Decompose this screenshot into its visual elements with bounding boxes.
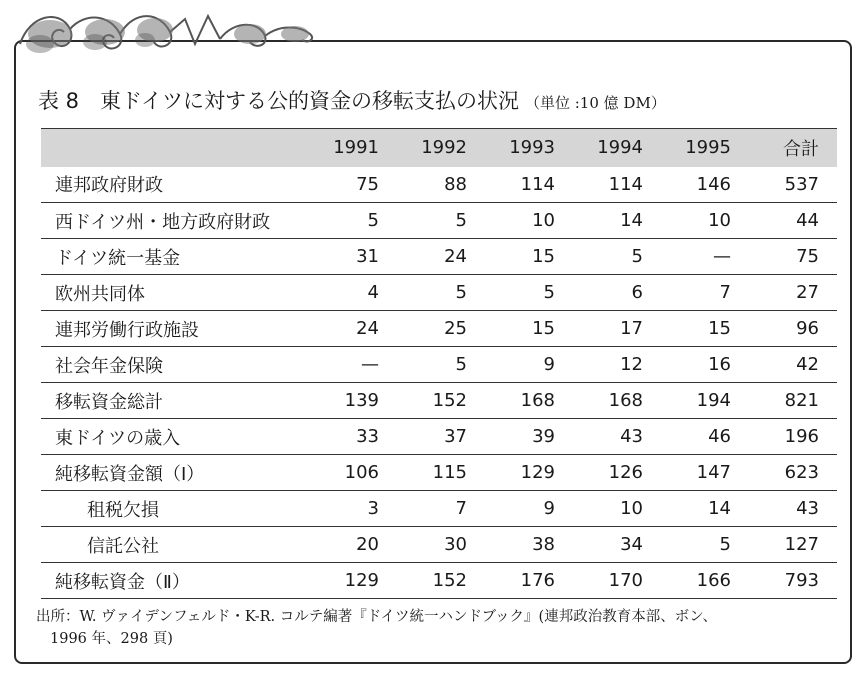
table-row bbox=[41, 167, 837, 203]
row-label: 東ドイツの歳入 bbox=[55, 427, 181, 449]
table-row bbox=[41, 383, 837, 419]
table-cell: 9 bbox=[543, 354, 555, 375]
table-cell: 15 bbox=[532, 318, 555, 339]
table-cell: 39 bbox=[532, 426, 555, 447]
table-cell: 5 bbox=[631, 246, 643, 267]
table-row bbox=[41, 491, 837, 527]
table-cell: 10 bbox=[708, 210, 731, 231]
table-cell: 7 bbox=[455, 498, 467, 519]
table-cell: 537 bbox=[784, 173, 819, 195]
table-cell: 106 bbox=[344, 462, 379, 483]
table-cell: 152 bbox=[432, 390, 467, 411]
table-cell: 821 bbox=[784, 390, 819, 411]
table-cell: 115 bbox=[432, 462, 467, 483]
table-cell: 3 bbox=[367, 498, 379, 519]
row-label: 純移転資金額（Ⅰ） bbox=[55, 463, 205, 485]
row-label: 信託公社 bbox=[87, 535, 159, 557]
table-cell: 5 bbox=[455, 354, 467, 375]
table-cell: 25 bbox=[444, 318, 467, 339]
table-header-row bbox=[41, 129, 837, 167]
table-cell: — bbox=[713, 246, 731, 267]
table-cell: 127 bbox=[784, 534, 819, 555]
table-cell: 5 bbox=[719, 534, 731, 555]
row-label: 連邦政府財政 bbox=[55, 175, 163, 197]
row-label: 欧州共同体 bbox=[55, 283, 145, 305]
table-row bbox=[41, 455, 837, 491]
row-label: 移転資金総計 bbox=[55, 391, 163, 413]
table-cell: 38 bbox=[532, 534, 555, 555]
table-cell: 4 bbox=[367, 282, 379, 303]
table-cell: 168 bbox=[608, 390, 643, 411]
table-row bbox=[41, 563, 837, 599]
table-cell: 12 bbox=[620, 354, 643, 375]
table-cell: 15 bbox=[532, 246, 555, 267]
table-cell: — bbox=[361, 354, 379, 375]
table-cell: 139 bbox=[344, 390, 379, 411]
header-cell-1992: 1992 bbox=[397, 129, 485, 167]
header-cell-total: 合計 bbox=[749, 129, 837, 167]
header-cell-1994: 1994 bbox=[573, 129, 661, 167]
table-cell: 129 bbox=[520, 462, 555, 483]
table-cell: 17 bbox=[620, 318, 643, 339]
source-note bbox=[36, 606, 846, 650]
table-row bbox=[41, 275, 837, 311]
header-cell-1993: 1993 bbox=[485, 129, 573, 167]
table-cell: 129 bbox=[344, 570, 379, 591]
title-unit: （単位 :10 億 DM） bbox=[524, 94, 666, 112]
table-row bbox=[41, 239, 837, 275]
row-label: 社会年金保険 bbox=[55, 355, 163, 377]
table-cell: 5 bbox=[455, 282, 467, 303]
source-line-1: 出所：W. ヴァイデンフェルド・K-R. コルテ編著『ドイツ統一ハンドブック』(連邦政治教育本部、ボン、 bbox=[36, 609, 718, 625]
row-label: 西ドイツ州・地方政府財政 bbox=[55, 211, 271, 233]
table-cell: 43 bbox=[620, 426, 643, 447]
title-main: 表 8 東ドイツに対する公的資金の移転支払の状況 bbox=[38, 89, 519, 113]
table-cell: 42 bbox=[796, 354, 819, 375]
table-cell: 170 bbox=[608, 570, 643, 591]
table-cell: 33 bbox=[356, 426, 379, 447]
table-cell: 5 bbox=[367, 210, 379, 231]
table-cell: 15 bbox=[708, 318, 731, 339]
table-cell: 14 bbox=[708, 498, 731, 519]
table-row bbox=[41, 419, 837, 455]
table-cell: 152 bbox=[432, 570, 467, 591]
table-cell: 88 bbox=[444, 173, 467, 195]
row-label: 純移転資金（Ⅱ） bbox=[55, 571, 190, 593]
table-cell: 9 bbox=[543, 498, 555, 519]
table-cell: 96 bbox=[796, 318, 819, 339]
table-cell: 196 bbox=[784, 426, 819, 447]
row-label: ドイツ統一基金 bbox=[55, 247, 181, 269]
table-cell: 166 bbox=[696, 570, 731, 591]
table-cell: 24 bbox=[444, 246, 467, 267]
table-cell: 34 bbox=[620, 534, 643, 555]
table-cell: 14 bbox=[620, 210, 643, 231]
header-cell-1995: 1995 bbox=[661, 129, 749, 167]
table-cell: 6 bbox=[631, 282, 643, 303]
table-cell: 623 bbox=[784, 462, 819, 483]
table-cell: 5 bbox=[455, 210, 467, 231]
table-cell: 176 bbox=[520, 570, 555, 591]
table-cell: 44 bbox=[796, 210, 819, 231]
table-cell: 16 bbox=[708, 354, 731, 375]
table-cell: 7 bbox=[719, 282, 731, 303]
table-cell: 10 bbox=[532, 210, 555, 231]
table-cell: 31 bbox=[356, 246, 379, 267]
table-cell: 146 bbox=[696, 173, 731, 195]
table-cell: 75 bbox=[796, 246, 819, 267]
row-label: 租税欠損 bbox=[87, 499, 159, 521]
table-cell: 10 bbox=[620, 498, 643, 519]
row-label: 連邦労働行政施設 bbox=[55, 319, 199, 341]
table-row bbox=[41, 347, 837, 383]
transfer-payments-table bbox=[41, 128, 837, 599]
table-cell: 43 bbox=[796, 498, 819, 519]
table-row bbox=[41, 311, 837, 347]
table-cell: 24 bbox=[356, 318, 379, 339]
source-line-2: 1996 年、298 頁) bbox=[50, 631, 173, 647]
decorative-scroll-ornament bbox=[10, 4, 330, 66]
header-cell-1991: 1991 bbox=[309, 129, 397, 167]
table-cell: 194 bbox=[696, 390, 731, 411]
table-cell: 168 bbox=[520, 390, 555, 411]
table-cell: 46 bbox=[708, 426, 731, 447]
table-cell: 20 bbox=[356, 534, 379, 555]
table-cell: 147 bbox=[696, 462, 731, 483]
table-cell: 114 bbox=[608, 173, 643, 195]
table-cell: 75 bbox=[356, 173, 379, 195]
table-cell: 37 bbox=[444, 426, 467, 447]
table-cell: 126 bbox=[608, 462, 643, 483]
header-cell-label bbox=[41, 129, 309, 167]
table-row bbox=[41, 203, 837, 239]
table-cell: 27 bbox=[796, 282, 819, 303]
table-cell: 30 bbox=[444, 534, 467, 555]
table-row bbox=[41, 527, 837, 563]
table-cell: 5 bbox=[543, 282, 555, 303]
table-cell: 114 bbox=[520, 173, 555, 195]
table-title bbox=[38, 85, 666, 115]
table-cell: 793 bbox=[784, 570, 819, 591]
